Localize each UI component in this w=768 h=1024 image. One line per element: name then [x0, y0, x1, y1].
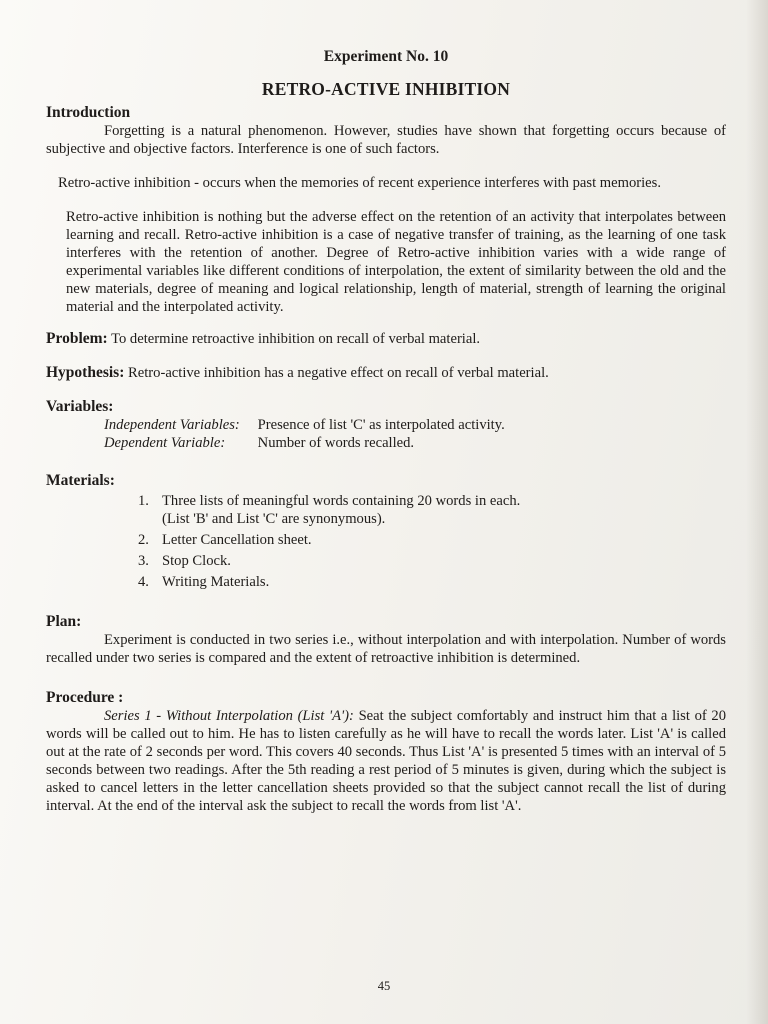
list-item-text: Letter Cancellation sheet. [162, 532, 312, 548]
page-title: RETRO-ACTIVE INHIBITION [261, 79, 511, 99]
materials-heading: Materials: [46, 472, 115, 489]
introduction-paragraph-1: Forgetting is a natural phenomenon. However, studies have shown that forgetting occurs because of subjective and objective factors. Interference is one of such factors. [46, 123, 726, 157]
independent-variable-value: Presence of list 'C' as interpolated activity. [257, 417, 505, 433]
problem-section [46, 330, 726, 348]
procedure-text: Seat the subject comfortably and instruct him that a list of 20 words will be called out to him. He has to listen carefully as he will have to recall the words later. List 'A' is called out at the rate of 2 seconds per word. This covers 40 seconds. Thus List 'A' is presented 5 times with an interval of 5 seconds between two readings. After the 5th reading a rest period of 5 minutes is given, during which the subject is asked to cancel letters in the letter cancellation sheets provided so that the subject cannot recall the list of during interval. At the end of the interval ask the subject to recall the words from list 'A'. [46, 708, 727, 814]
procedure-heading: Procedure : [46, 689, 124, 706]
page-edge-shadow [746, 0, 768, 1024]
variables-heading: Variables: [46, 398, 114, 415]
problem-heading: Problem: [46, 330, 108, 347]
list-item-text: Three lists of meaningful words containing 20 words in each. [162, 493, 521, 509]
list-item [138, 492, 726, 528]
dependent-variable-label: Dependent Variable: [104, 435, 226, 451]
plan-text: Experiment is conducted in two series i.e., without interpolation and with interpolation. Number of words recalled under two series is compared and the extent of retroactive inhibition is determined. [46, 632, 726, 666]
list-item-text: Stop Clock. [162, 553, 231, 569]
list-item-subtext: (List 'B' and List 'C' are synonymous). [162, 511, 386, 527]
list-item-number: 1. [138, 493, 149, 509]
independent-variable-row [104, 416, 726, 434]
hypothesis-section [46, 364, 726, 382]
list-item [138, 573, 726, 591]
list-item [138, 552, 726, 570]
document-content [46, 40, 726, 815]
problem-text: To determine retroactive inhibition on recall of verbal material. [111, 331, 481, 347]
experiment-number: Experiment No. 10 [323, 48, 449, 65]
dependent-variable-row [104, 434, 726, 452]
list-item-number: 4. [138, 574, 149, 590]
list-item-text: Writing Materials. [162, 574, 270, 590]
hypothesis-heading: Hypothesis: [46, 364, 125, 381]
plan-heading: Plan: [46, 613, 82, 630]
materials-list [46, 492, 726, 591]
procedure-paragraph [46, 707, 726, 815]
list-item-number: 3. [138, 553, 149, 569]
hypothesis-text: Retro-active inhibition has a negative effect on recall of verbal material. [128, 365, 549, 381]
dependent-variable-value: Number of words recalled. [257, 435, 415, 451]
introduction-paragraph-3: Retro-active inhibition is nothing but the adverse effect on the retention of an activity that interpolates between learning and recall. Retro-active inhibition is a case of negative transfer of training, as the learning of one task interferes with the retention of another. Degree of Retro-active inhibition varies with a wide range of experimental variables like different conditions of interpolation, the extent of similarity between the old and the new materials, degree of meaning and logical relationship, length of material, strength of learning the original material and the interpolated activity. [66, 209, 726, 315]
introduction-heading: Introduction [46, 104, 131, 121]
independent-variable-label: Independent Variables: [104, 417, 240, 433]
page-number: 45 [377, 979, 391, 993]
introduction-paragraph-2: Retro-active inhibition - occurs when the memories of recent experience interferes with past memories. [58, 175, 661, 191]
list-item [138, 531, 726, 549]
list-item-number: 2. [138, 532, 149, 548]
series-1-label: Series 1 - Without Interpolation (List 'A'): [104, 708, 354, 724]
